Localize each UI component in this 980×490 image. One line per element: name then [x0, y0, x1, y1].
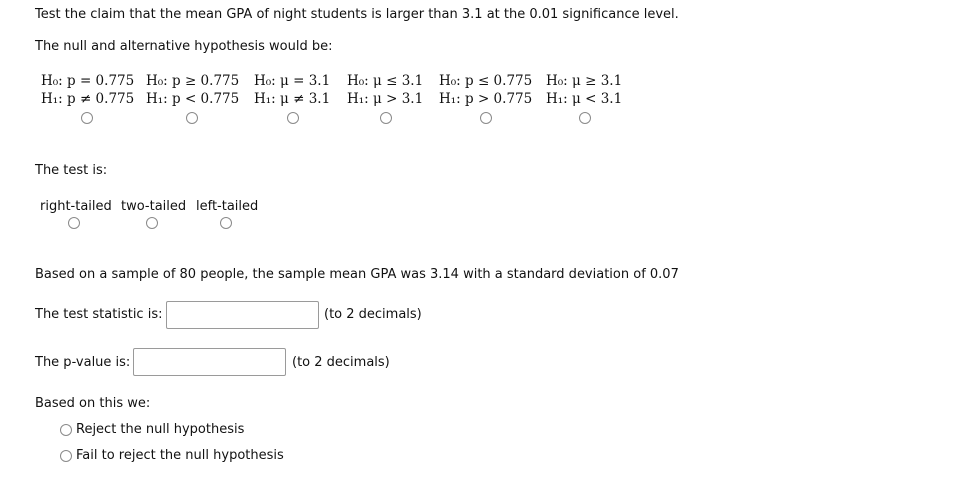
test-radio-two-tailed[interactable] [146, 217, 158, 229]
p-value-hint: (to 2 decimals) [292, 355, 390, 370]
test-type-prompt: The test is: [35, 163, 108, 178]
test-option-label: left-tailed [196, 199, 259, 214]
conclusion-radio-fail-to-reject[interactable] [60, 450, 72, 462]
h0-label: H₀: p ≥ 0.775 [146, 73, 240, 89]
test-statistic-hint: (to 2 decimals) [324, 307, 422, 322]
h0-label: H₀: p = 0.775 [41, 73, 135, 89]
test-statistic-label: The test statistic is: [35, 307, 163, 322]
hypothesis-radio-3[interactable] [287, 112, 299, 124]
h1-label: H₁: μ > 3.1 [347, 91, 424, 107]
sample-info-text: Based on a sample of 80 people, the sample mean GPA was 3.14 with a standard deviation of 0.07 [35, 267, 679, 282]
h1-label: H₁: p < 0.775 [146, 91, 240, 107]
p-value-input[interactable] [133, 348, 286, 376]
test-option-label: two-tailed [121, 199, 187, 214]
h0-label: H₀: μ ≥ 3.1 [546, 73, 623, 89]
h1-label: H₁: μ < 3.1 [546, 91, 623, 107]
conclusion-prompt: Based on this we: [35, 396, 151, 411]
test-option-label: right-tailed [40, 199, 112, 214]
hypothesis-prompt: The null and alternative hypothesis would be: [35, 39, 333, 54]
hypothesis-radio-6[interactable] [579, 112, 591, 124]
conclusion-radio-reject[interactable] [60, 424, 72, 436]
test-radio-left-tailed[interactable] [220, 217, 232, 229]
hypothesis-radio-2[interactable] [186, 112, 198, 124]
h0-label: H₀: μ = 3.1 [254, 73, 331, 89]
h1-label: H₁: p > 0.775 [439, 91, 533, 107]
hypothesis-radio-1[interactable] [81, 112, 93, 124]
test-radio-right-tailed[interactable] [68, 217, 80, 229]
hypothesis-radio-4[interactable] [380, 112, 392, 124]
conclusion-option-label: Reject the null hypothesis [76, 422, 245, 437]
hypothesis-radio-5[interactable] [480, 112, 492, 124]
p-value-label: The p-value is: [35, 355, 131, 370]
h0-label: H₀: p ≤ 0.775 [439, 73, 533, 89]
h1-label: H₁: p ≠ 0.775 [41, 91, 135, 107]
h0-label: H₀: μ ≤ 3.1 [347, 73, 424, 89]
conclusion-option-label: Fail to reject the null hypothesis [76, 448, 284, 463]
test-statistic-input[interactable] [166, 301, 319, 329]
h1-label: H₁: μ ≠ 3.1 [254, 91, 331, 107]
question-text: Test the claim that the mean GPA of night students is larger than 3.1 at the 0.01 significance level. [35, 7, 679, 22]
